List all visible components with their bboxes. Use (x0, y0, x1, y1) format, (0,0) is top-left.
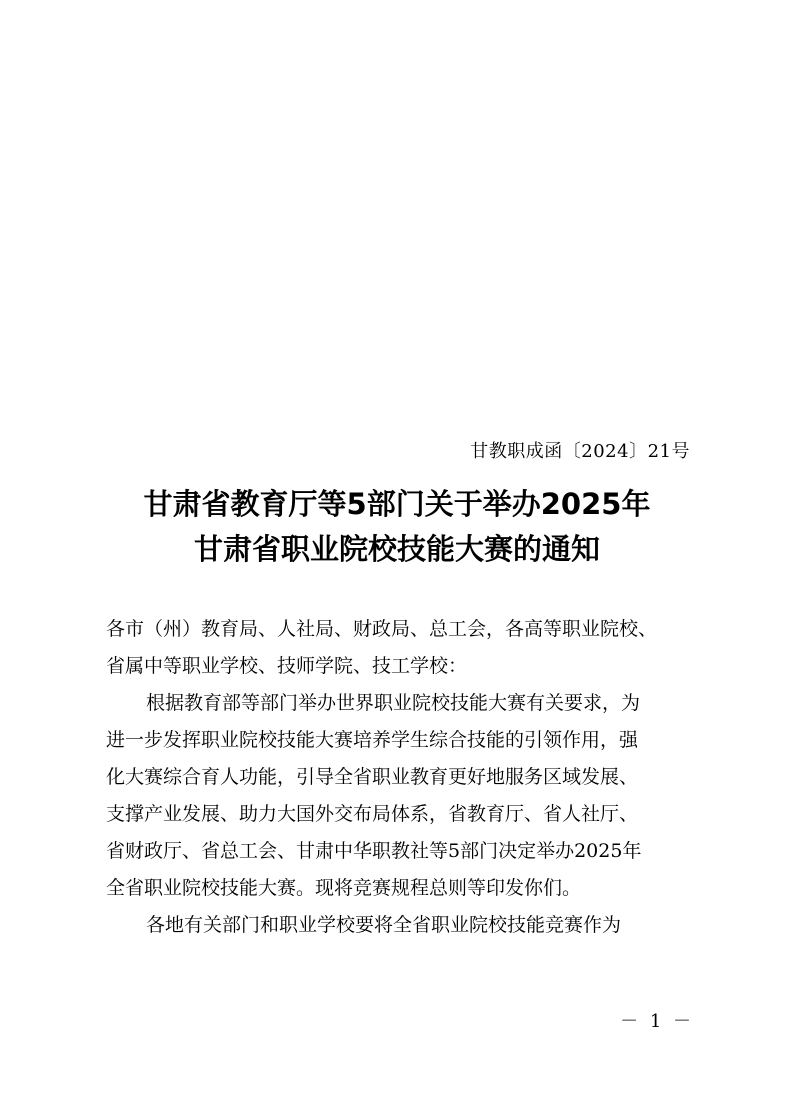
page-number: － 1 － (620, 1011, 694, 1032)
paragraph-line: 各地有关部门和职业学校要将全省职业院校技能竞赛作为 (146, 914, 622, 936)
document-title-line-1: 甘肃省教育厅等5部门关于举办2025年 (143, 487, 651, 521)
document-body (106, 611, 692, 944)
addressee-line: 各市（州）教育局、人社局、财政局、总工会，各高等职业院校、 (106, 618, 658, 640)
paragraph-line: 全省职业院校技能大赛。现将竞赛规程总则等印发你们。 (106, 877, 582, 899)
paragraph-line: 根据教育部等部门举办世界职业院校技能大赛有关要求，为 (146, 692, 641, 714)
document-number: 甘教职成函〔2024〕21号 (470, 441, 690, 462)
addressee-line: 省属中等职业学校、技师学院、技工学校： (106, 655, 468, 677)
paragraph-line: 支撑产业发展、助力大国外交布局体系，省教育厅、省人社厅、 (106, 803, 639, 825)
paragraph-line: 化大赛综合育人功能，引导全省职业教育更好地服务区域发展、 (106, 766, 639, 788)
paragraph-line: 进一步发挥职业院校技能大赛培养学生综合技能的引领作用，强 (106, 729, 639, 751)
paragraph-line: 省财政厅、省总工会、甘肃中华职教社等5部门决定举办2025年 (106, 840, 642, 862)
document-title-line-2: 甘肃省职业院校技能大赛的通知 (193, 532, 600, 566)
